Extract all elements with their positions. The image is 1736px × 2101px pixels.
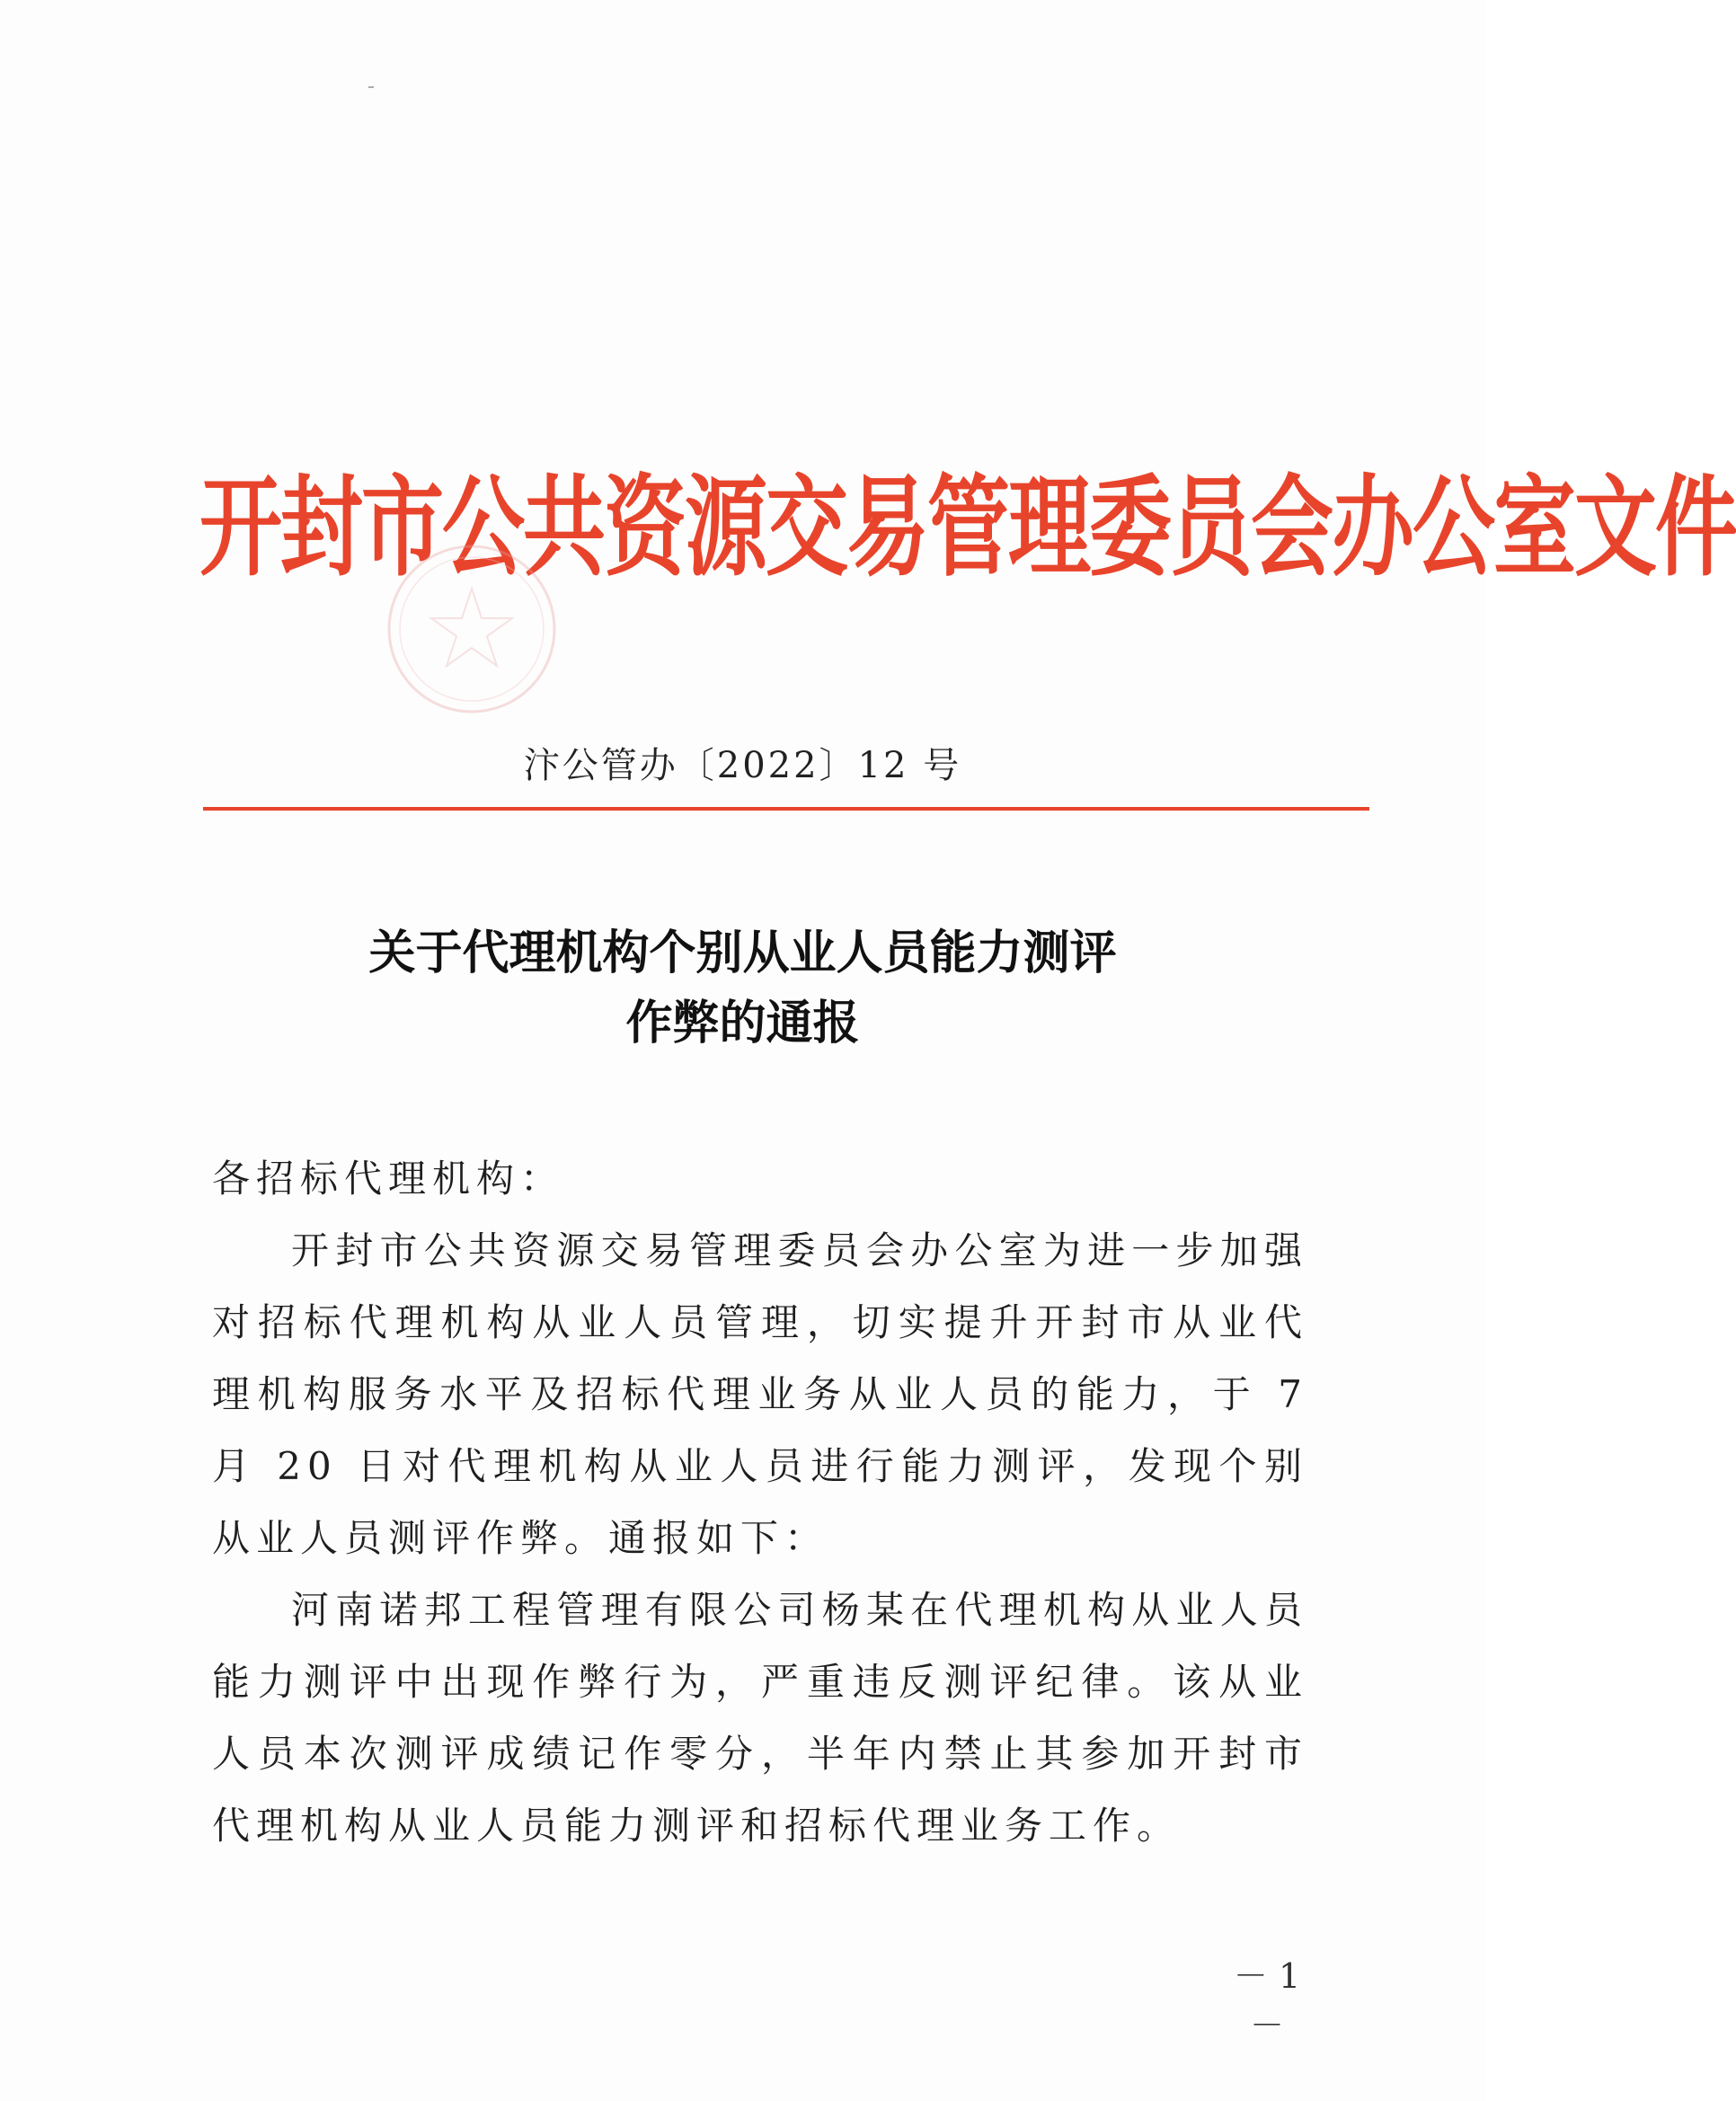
notice-body	[212, 1143, 1308, 1862]
agency-header-title: 开封市公共资源交易管理委员会办公室文件	[199, 464, 1736, 591]
notice-title-line-1: 关于代理机构个别从业人员能力测评	[368, 926, 1117, 980]
faint-seal-icon	[368, 539, 575, 719]
notice-title	[0, 918, 1485, 1059]
document-number: 汴公管办〔2022〕12 号	[523, 745, 962, 786]
scan-speck	[368, 86, 374, 88]
red-divider-line	[203, 807, 1369, 811]
body-paragraph: 开封市公共资源交易管理委员会办公室为进一步加强对招标代理机构从业人员管理，切实提升开封市从业代理机构服务水平及招标代理业务从业人员的能力，于 7 月 20 日对代理机构从业人员进行能力测评，发现个别从业人员测评作弊。通报如下：	[212, 1228, 1308, 1560]
salutation: 各招标代理机构：	[212, 1157, 565, 1201]
notice-title-line-2: 作弊的通报	[625, 997, 860, 1050]
body-paragraph: 河南诺邦工程管理有限公司杨某在代理机构从业人员能力测评中出现作弊行为，严重违反测评纪律。该从业人员本次测评成绩记作零分，半年内禁止其参加开封市代理机构从业人员能力测评和招标代理业务工作。	[212, 1588, 1308, 1848]
page-number: － 1 －	[1233, 1956, 1301, 2045]
